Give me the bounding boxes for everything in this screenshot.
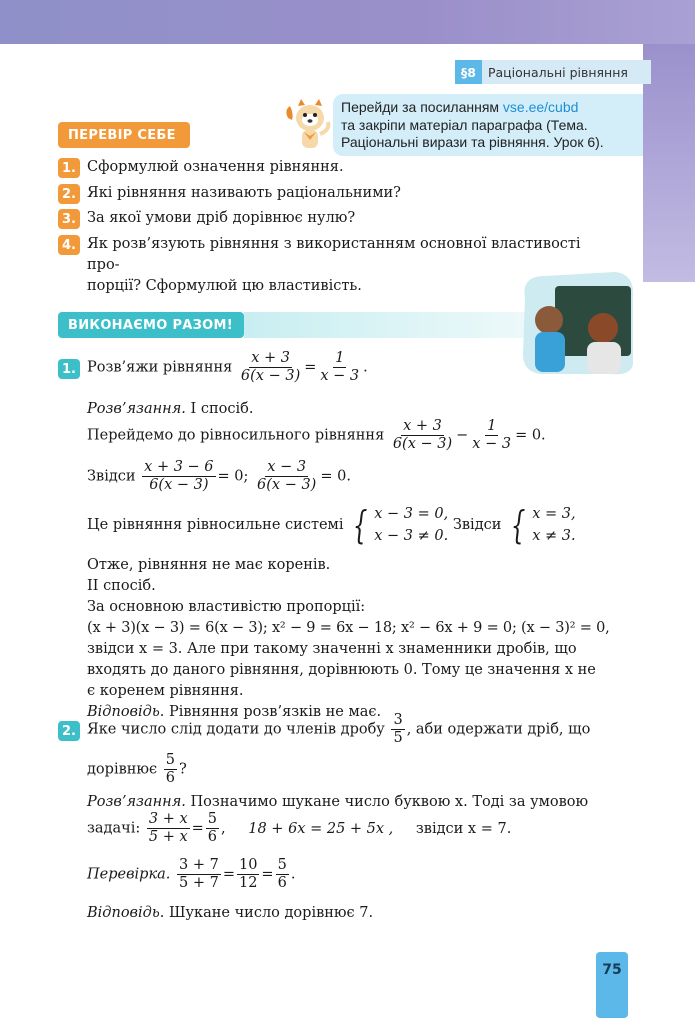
check-header: ПЕРЕВІР СЕБЕ <box>58 122 190 148</box>
numerator: x − 3 <box>267 459 307 475</box>
section-tab <box>455 60 651 84</box>
top-band <box>0 0 695 44</box>
statement-text: Яке число слід додати до членів дробу <box>87 721 385 738</box>
conclusion: Отже, рівняння не має коренів. <box>87 557 331 573</box>
question-line: порції? Сформулюй цю властивість. <box>87 278 362 294</box>
question-line: Як розв’язують рівняння з використанням основної властивості про- <box>87 236 581 273</box>
system-row: x = 3, <box>532 506 576 522</box>
together-header: ВИКОНАЄМО РАЗОМ! <box>58 312 244 338</box>
question-number: 1. <box>58 158 80 178</box>
method2-block <box>87 555 617 723</box>
step-text: Перейдемо до рівносильного рівняння <box>87 427 385 444</box>
method2-line: звідси x = 3. Але при такому значенні x знаменники дробів, що <box>87 641 577 657</box>
note-link[interactable]: vse.ee/cubd <box>502 99 579 115</box>
method2-line: є коренем рівняння. <box>87 683 244 699</box>
solution-label: Розв’язання. <box>87 401 186 417</box>
numerator: 5 <box>207 811 218 827</box>
method2-line: (x + 3)(x − 3) = 6(x − 3); x² − 9 = 6x − 18; x² − 6x + 9 = 0; (x − 3)² = 0, <box>87 620 610 636</box>
numerator: 1 <box>335 350 345 366</box>
fraction <box>391 712 404 747</box>
fraction <box>318 350 361 385</box>
numerator: x + 3 − 6 <box>144 459 214 475</box>
task2-solution <box>87 792 588 813</box>
fraction <box>239 350 302 385</box>
numerator: x + 3 <box>251 350 290 366</box>
answer-label: Відповідь. <box>87 905 165 921</box>
section-title: Раціональні рівняння <box>487 64 628 80</box>
numerator: 10 <box>238 857 258 873</box>
task2-answer <box>87 903 373 924</box>
fraction <box>237 857 259 892</box>
system-row: x − 3 ≠ 0. <box>374 528 449 544</box>
solution-text: Позначимо шукане число буквою x. Тоді за умовою <box>190 794 589 810</box>
note-line-2: та закріпи матеріал параграфа (Тема. <box>341 116 588 133</box>
question-number: 4. <box>58 235 80 255</box>
question-text: Які рівняння називають раціональними? <box>87 185 401 201</box>
denominator: 5 <box>393 730 403 746</box>
denominator: 6 <box>165 770 175 786</box>
task1-statement: Розв’яжи рівняння $\frac{x + 3}{6(x - 3)}$ = $\frac{1}{x - 3}$ . <box>87 350 368 384</box>
denominator: x − 3 <box>472 436 512 452</box>
denominator: 6(x − 3) <box>240 368 301 384</box>
step1: Перейдемо до рівносильного рівняння $\frac{x + 3}{6(x - 3)}$ − $\frac{1}{x - 3}$ = 0. <box>87 418 546 452</box>
solution-label: Розв’язання. <box>87 794 186 810</box>
check-label: Перевірка. <box>87 866 171 883</box>
statement-text: дорівнює <box>87 761 158 778</box>
numerator: 3 + 7 <box>178 857 219 873</box>
solution-text: задачі: <box>87 820 141 837</box>
mascot-icon <box>282 96 334 154</box>
numerator: 5 <box>277 857 287 873</box>
method2-line: За основною властивістю пропорції: <box>87 599 366 615</box>
equation-result: звідси x = 7. <box>415 820 512 837</box>
system-row: x − 3 = 0, <box>374 506 449 522</box>
denominator: 5 + x <box>148 829 188 845</box>
system-of-equations: { x − 3 = 0, x − 3 ≠ 0. <box>352 503 449 547</box>
fraction <box>164 752 177 787</box>
step2 <box>87 459 351 494</box>
system-row: x ≠ 3. <box>532 528 576 544</box>
question-text: Сформулюй означення рівняння. <box>87 159 344 175</box>
fraction <box>470 418 513 453</box>
answer-text: Рівняння розв’язків не має. <box>168 704 382 720</box>
step-text: Це рівняння рівносильне системі <box>87 517 344 533</box>
step3 <box>87 503 576 547</box>
statement-text: , аби одержати дріб, що <box>406 721 591 738</box>
statement-text: Розв’яжи рівняння <box>87 359 233 376</box>
step-text: Звідси <box>452 517 502 533</box>
section-number: §8 <box>455 60 482 84</box>
method2-line: входять до даного рівняння, дорівнюють 0. Тому це значення x не <box>87 662 596 678</box>
fraction <box>142 459 215 494</box>
denominator: x − 3 <box>320 368 360 384</box>
statement-text: ? <box>179 761 187 778</box>
fraction <box>147 811 190 846</box>
task2-equations: задачі: $\frac{3 + x}{5 + x}$ = $\frac{5}{6}$ , 18 + 6x = 25 + 5x , звідси x = 7. <box>87 811 512 845</box>
method-label: І спосіб. <box>190 401 254 417</box>
system-of-equations: { x = 3, x ≠ 3. <box>510 503 576 547</box>
equation: 18 + 6x = 25 + 5x , <box>248 820 394 837</box>
note-text: Перейди за посиланням <box>341 99 503 115</box>
method-label: ІІ спосіб. <box>87 578 156 594</box>
denominator: 6 <box>277 875 287 891</box>
numerator: x + 3 <box>403 418 442 434</box>
denominator: 12 <box>238 875 258 891</box>
step-text: Звідси <box>87 468 136 485</box>
answer-label: Відповідь. <box>87 704 165 720</box>
task2-statement-2 <box>87 752 187 787</box>
equation-rhs: = 0. <box>320 468 351 485</box>
page-number: 75 <box>596 952 628 1018</box>
fraction <box>255 459 318 494</box>
numerator: 5 <box>165 752 175 768</box>
numerator: 3 + x <box>148 811 188 827</box>
denominator: 6(x − 3) <box>257 477 317 493</box>
header-stripe <box>244 312 534 338</box>
note-line-3: Раціональні вирази та рівняння. Урок 6). <box>341 134 604 150</box>
solution-label-line <box>87 399 253 420</box>
denominator: 6(x − 3) <box>149 477 209 493</box>
denominator: 5 + 7 <box>178 875 219 891</box>
answer-text: Шукане число дорівнює 7. <box>168 905 374 921</box>
task2-check: Перевірка. $\frac{3 + 7}{5 + 7}$ = $\frac{10}{12}$ = $\frac{5}{6}$ . <box>87 857 296 891</box>
denominator: 6(x − 3) <box>392 436 453 452</box>
online-note <box>333 94 643 156</box>
task2-statement <box>87 712 590 747</box>
equation-mid: = 0; <box>217 468 249 485</box>
fraction <box>177 857 221 892</box>
question-text: За якої умови дріб дорівнює нулю? <box>87 210 356 226</box>
numerator: 1 <box>487 418 497 434</box>
denominator: 6 <box>207 829 218 845</box>
question-number: 3. <box>58 209 80 229</box>
fraction <box>206 811 219 846</box>
equation-rhs: = 0. <box>515 427 546 444</box>
task-number: 1. <box>58 359 80 379</box>
task-number: 2. <box>58 721 80 741</box>
numerator: 3 <box>393 712 403 728</box>
fraction <box>276 857 289 892</box>
students-photo <box>515 268 637 376</box>
question-number: 2. <box>58 184 80 204</box>
fraction <box>391 418 454 453</box>
